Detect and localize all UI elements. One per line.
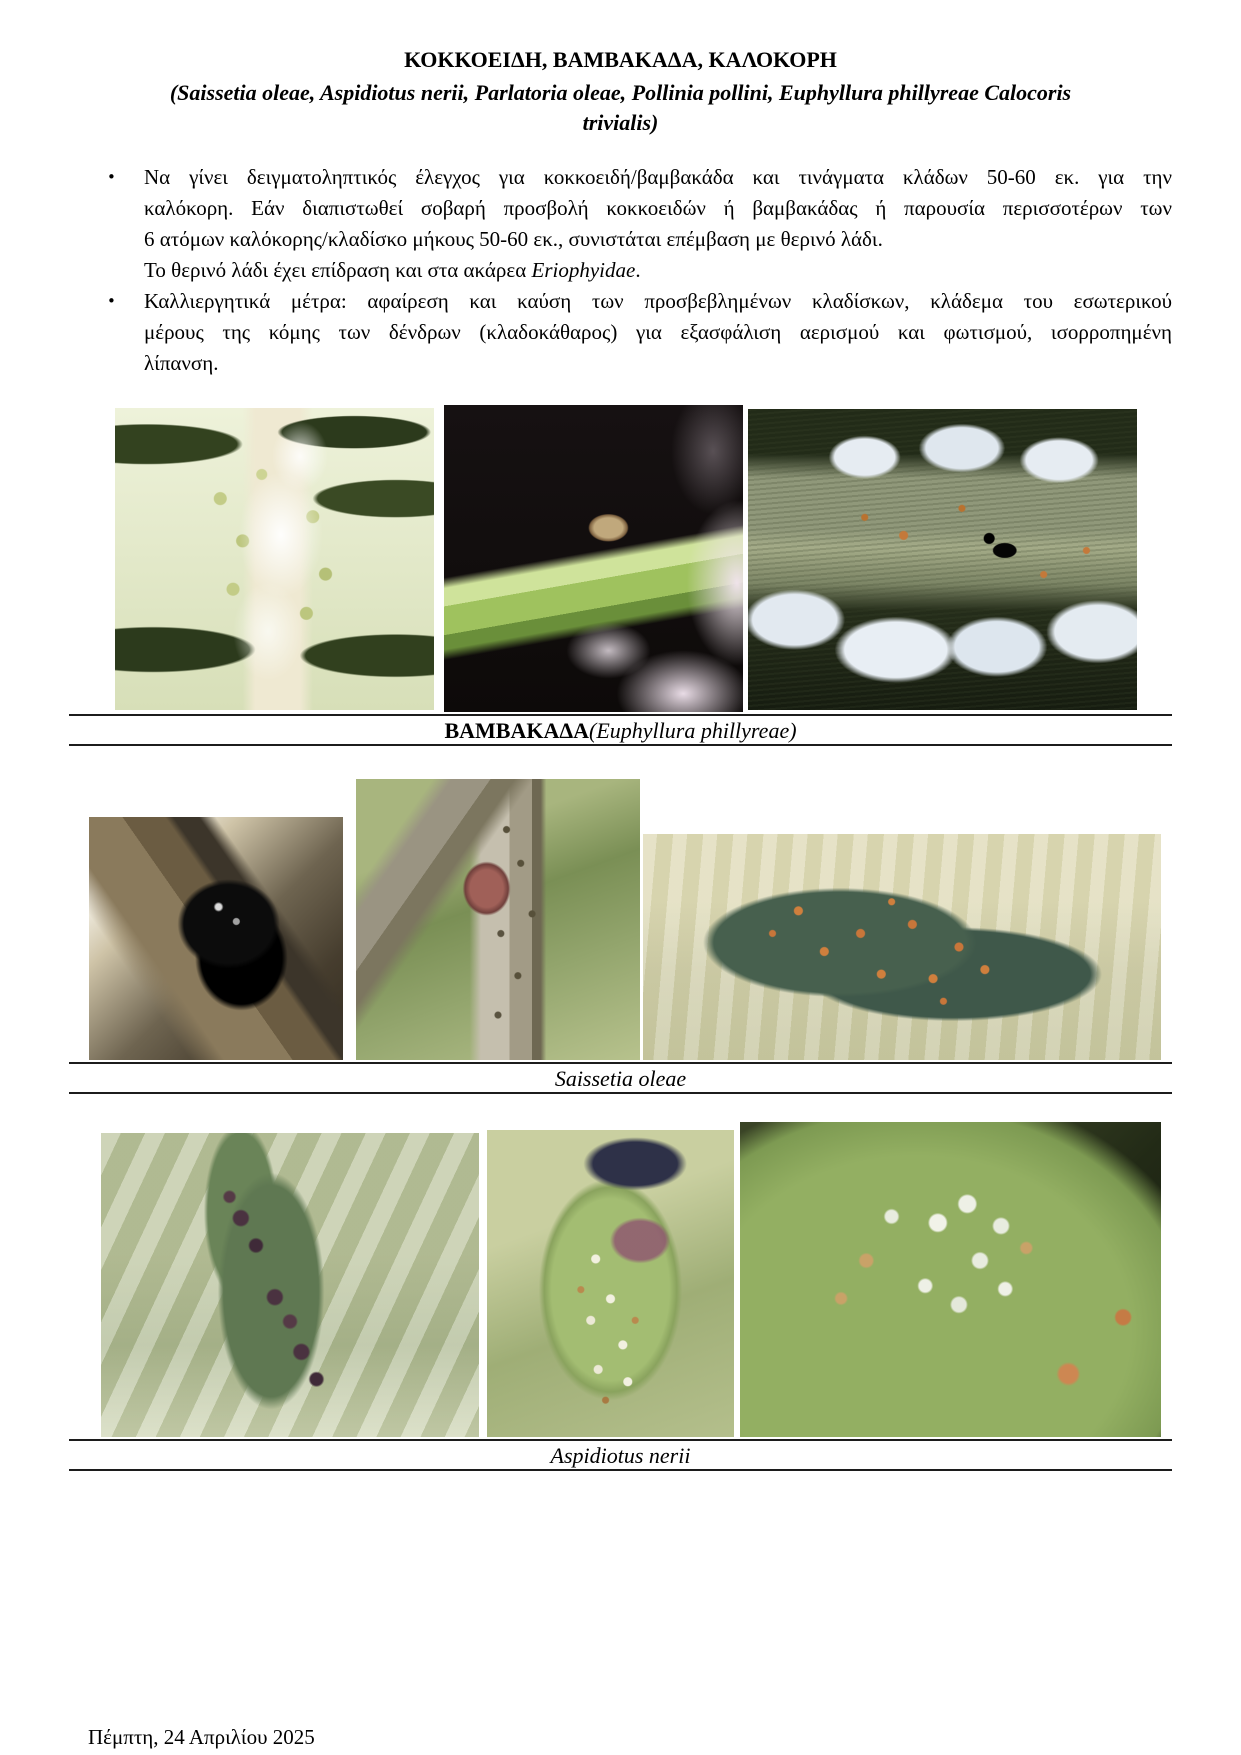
bullet-marker: • xyxy=(107,168,116,186)
photo-psyllid-on-stem xyxy=(444,405,743,712)
photo-black-scale-on-branch xyxy=(89,817,343,1060)
caption-aspidiotus-label: Aspidiotus nerii xyxy=(550,1442,691,1468)
photo-olive-fruit-with-scales xyxy=(487,1130,734,1437)
caption-saissetia-label: Saissetia oleae xyxy=(554,1065,687,1091)
photo-leaf-with-dark-scales xyxy=(101,1133,479,1437)
bullet1-note xyxy=(144,255,1172,286)
note-text: Το θερινό λάδι έχει επίδραση και στα ακάρεα xyxy=(144,258,532,282)
photo-leaf-with-orange-scales xyxy=(643,834,1161,1060)
note-period: . xyxy=(635,258,641,282)
bullet1-line1: Να γίνει δειγματοληπτικός έλεγχος για κοκκοειδή/βαμβακάδα και τινάγματα κλάδων 50-60 εκ. για την xyxy=(144,165,1172,189)
page-subtitle xyxy=(0,78,1241,138)
bullet2-line1: Καλλιεργητικά μέτρα: αφαίρεση και καύση των προσβεβλημένων κλαδίσκων, κλάδεμα του εσωτερικού xyxy=(144,289,1172,313)
caption-bambakada-latin: (Euphyllura phillyreae) xyxy=(589,717,797,743)
bullet-list xyxy=(69,162,1172,379)
bullet-item-sampling xyxy=(69,162,1172,286)
subtitle-line-2: trivialis) xyxy=(582,110,659,135)
bullet2-line2: μέρους της κόμης των δένδρων (κλαδοκάθαρος) για εξασφάλιση αερισμού και φωτισμού, ισορροπημένη xyxy=(144,320,1172,344)
photo-olive-closeup-scale-insects xyxy=(740,1122,1161,1437)
footer-date: Πέμπτη, 24 Απριλίου 2025 xyxy=(88,1725,315,1749)
bullet1-line2: καλόκορη. Εάν διαπιστωθεί σοβαρή προσβολή κοκκοειδών ή βαμβακάδας ή παρουσία περισσοτέρων των xyxy=(144,196,1172,220)
bullet-item-cultivation xyxy=(69,286,1172,379)
photo-cottony-colony-with-ant xyxy=(748,409,1137,710)
subtitle-line-1: (Saissetia oleae, Aspidiotus nerii, Parlatoria oleae, Pollinia pollini, Euphyllura phillyreae Calocoris xyxy=(169,80,1072,105)
photo-woolly-olive-inflorescence xyxy=(115,408,434,710)
caption-bambakada-name: ΒΑΜΒΑΚΑΔΑ xyxy=(444,717,590,743)
page-title: ΚΟΚΚΟΕΙΔΗ, ΒΑΜΒΑΚΑΔΑ, ΚΑΛΟΚΟΡΗ xyxy=(404,47,837,72)
caption-bambakada xyxy=(69,714,1172,746)
bullet-marker: • xyxy=(107,292,116,310)
photo-red-scale-on-twig xyxy=(356,779,640,1060)
caption-saissetia xyxy=(69,1062,1172,1094)
bullet1-line3: 6 ατόμων καλόκορης/κλαδίσκο μήκους 50-60 εκ., συνιστάται επέμβαση με θερινό λάδι. xyxy=(144,227,883,251)
bullet2-line3: λίπανση. xyxy=(144,351,219,375)
note-latin-name: Eriophyidae xyxy=(531,258,636,282)
caption-aspidiotus xyxy=(69,1439,1172,1471)
